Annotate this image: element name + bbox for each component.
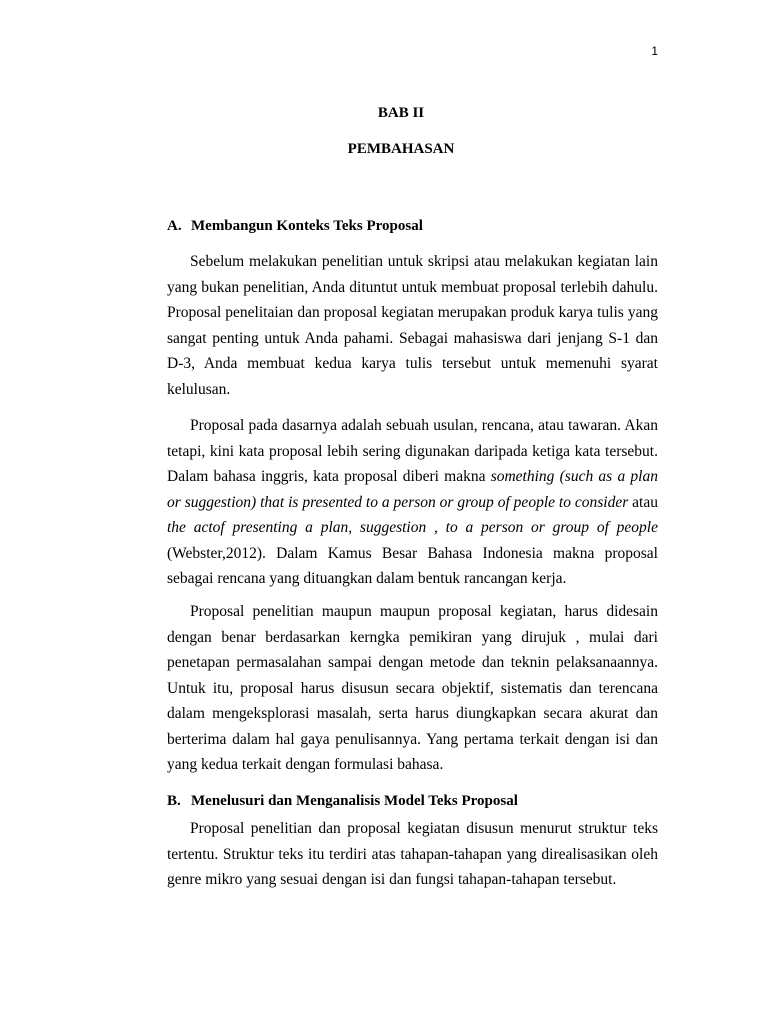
page-number: 1: [651, 44, 658, 58]
paragraph-text: (Webster,2012). Dalam Kamus Besar Bahasa Indonesia makna proposal sebagai rencana yang dituangkan dalam bentuk rancangan kerja.: [167, 544, 658, 587]
paragraph: Proposal penelitian dan proposal kegiatan disusun menurut struktur teks tertentu. Struktur teks itu terdiri atas tahapan-tahapan yang direalisasikan oleh genre mikro yang sesuai dengan isi dan fungsi tahapan-tahapan tersebut.: [167, 820, 658, 888]
section-label: A.: [167, 218, 182, 234]
paragraph-text: Proposal pada dasarnya adalah sebuah usulan, rencana, atau tawaran. Akan tetapi, kini kata proposal lebih sering digunakan daripada ketiga kata tersebut. Dalam bahasa inggris, kata proposal diberi makna: [167, 417, 658, 485]
paragraph: Proposal penelitian maupun maupun proposal kegiatan, harus didesain dengan benar berdasarkan kerngka pemikiran yang dirujuk , mulai dari penetapan permasalahan sampai dengan metode dan teknin pelaksanaannya. Untuk itu, proposal harus disusun secara objektif, sistematis dan terencana dalam mengeksplorasi masalah, serta harus diungkapkan secara akurat dan berterima dalam hal gaya penulisannya. Yang pertama terkait dengan isi dan yang kedua terkait dengan formulasi bahasa.: [167, 603, 658, 773]
section-label: B.: [167, 793, 181, 809]
paragraph: [167, 413, 658, 592]
section-title: Menelusuri dan Menganalisis Model Teks Proposal: [191, 793, 518, 809]
chapter-heading: BAB II: [377, 105, 425, 121]
chapter-title: PEMBAHASAN: [347, 141, 455, 157]
paragraph-italic: something (such as a plan or suggestion) that is presented to a person or group of people to consider: [167, 468, 658, 511]
paragraph-text: atau: [628, 493, 658, 511]
paragraph: Sebelum melakukan penelitian untuk skripsi atau melakukan kegiatan lain yang bukan penelitian, Anda dituntut untuk membuat proposal terlebih dahulu. Proposal penelitaian dan proposal kegiatan merupakan produk karya tulis yang sangat penting untuk Anda pahami. Sebagai mahasiswa dari jenjang S-1 dan D-3, Anda membuat kedua karya tulis tersebut untuk memenuhi syarat kelulusan.: [167, 253, 658, 398]
section-heading-b: [167, 793, 518, 810]
section-heading-a: [167, 218, 423, 235]
section-title: Membangun Konteks Teks Proposal: [191, 218, 423, 234]
paragraph-italic: the actof presenting a plan, suggestion , to a person or group of people: [167, 519, 658, 536]
